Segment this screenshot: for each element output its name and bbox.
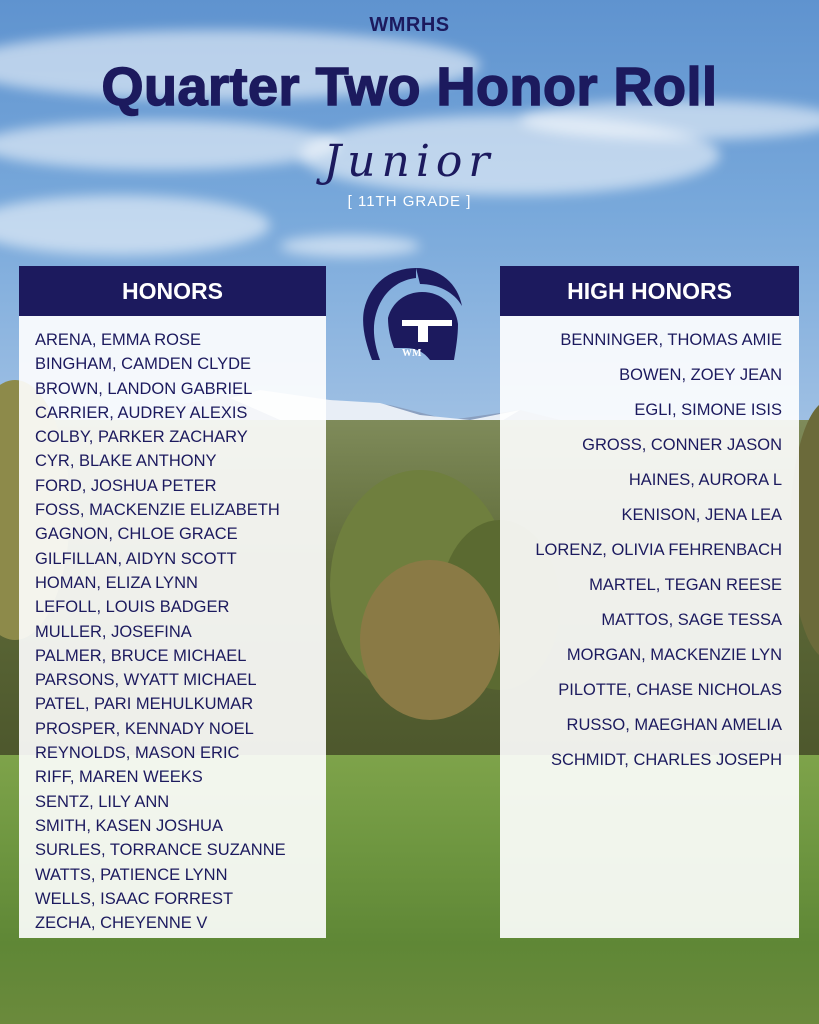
tree [360,560,500,720]
student-name: ZECHA, CHEYENNE V [35,914,208,933]
student-name: SMITH, KASEN JOSHUA [35,816,223,835]
student-name: LORENZ, OLIVIA FEHRENBACH [535,541,782,559]
spartan-helmet-logo [358,262,464,368]
high-honors-heading: HIGH HONORS [500,266,799,316]
student-name: PARSONS, WYATT MICHAEL [35,671,257,690]
student-name: PROSPER, KENNADY NOEL [35,719,254,738]
student-name: HOMAN, ELIZA LYNN [35,573,198,592]
student-name: MULLER, JOSEFINA [35,622,192,641]
cloud [280,235,420,257]
student-name: GROSS, CONNER JASON [582,436,782,454]
student-name: PALMER, BRUCE MICHAEL [35,646,247,665]
school-name: WMRHS [369,14,450,36]
student-name: ARENA, EMMA ROSE [35,331,201,349]
student-name: FOSS, MACKENZIE ELIZABETH [35,501,280,520]
student-name: CARRIER, AUDREY ALEXIS [35,403,248,422]
class-script-title: Junior [323,136,496,187]
student-name: SENTZ, LILY ANN [35,792,170,811]
student-name: PILOTTE, CHASE NICHOLAS [558,681,782,699]
high-honors-list [500,316,799,783]
student-name: GAGNON, CHLOE GRACE [35,525,238,544]
student-name: CYR, BLAKE ANTHONY [35,452,217,471]
student-name: BINGHAM, CAMDEN CLYDE [35,355,252,374]
student-name: SURLES, TORRANCE SUZANNE [35,841,286,860]
student-name: SCHMIDT, CHARLES JOSEPH [550,751,782,769]
page-title: Quarter Two Honor Roll [101,57,718,117]
student-name: BROWN, LANDON GABRIEL [35,379,253,398]
student-name: MORGAN, MACKENZIE LYN [566,646,782,664]
student-name: GILFILLAN, AIDYN SCOTT [35,549,237,568]
student-name: BENNINGER, THOMAS AMIE [560,331,782,349]
student-name: BOWEN, ZOEY JEAN [619,366,782,384]
student-name: WATTS, PATIENCE LYNN [35,865,228,884]
student-name: REYNOLDS, MASON ERIC [35,744,240,763]
logo-monogram: WM [402,348,422,359]
student-name: LEFOLL, LOUIS BADGER [35,598,230,617]
high-honors-panel [500,266,799,938]
honors-panel [19,266,326,938]
student-name: EGLI, SIMONE ISIS [634,401,782,419]
honors-heading: HONORS [19,266,326,316]
honors-list [19,316,326,935]
student-name: MARTEL, TEGAN REESE [589,576,782,594]
student-name: KENISON, JENA LEA [621,506,782,524]
student-name: RUSSO, MAEGHAN AMELIA [566,716,782,734]
student-name: MATTOS, SAGE TESSA [601,611,782,629]
student-name: WELLS, ISAAC FORREST [35,889,234,908]
student-name: COLBY, PARKER ZACHARY [35,428,248,447]
student-name: HAINES, AURORA L [628,471,782,489]
student-name: FORD, JOSHUA PETER [35,476,217,495]
student-name: PATEL, PARI MEHULKUMAR [35,695,254,714]
student-name: RIFF, MAREN WEEKS [35,768,203,787]
grade-label: [ 11TH GRADE ] [347,193,472,210]
